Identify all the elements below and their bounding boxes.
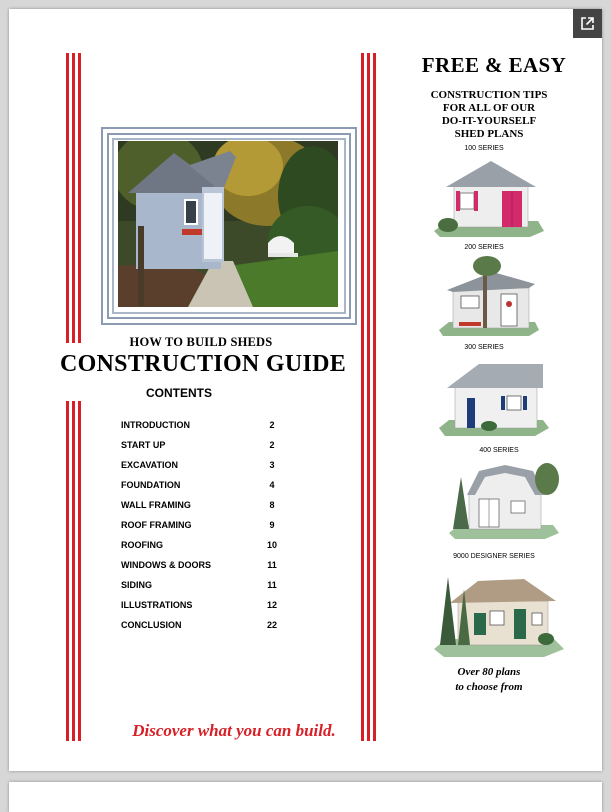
shed-illustration-400 <box>449 457 559 544</box>
toc-item-excavation[interactable] <box>121 460 281 480</box>
right-subtitle-line: SHED PLANS <box>454 128 524 140</box>
open-in-new-icon <box>580 16 595 31</box>
toc-page: 22 <box>266 620 277 630</box>
series-label-100: 100 SERIES <box>464 145 504 152</box>
next-document-page <box>9 782 602 812</box>
toc-page: 2 <box>269 440 275 450</box>
toc-label: INTRODUCTION <box>121 420 190 430</box>
toc-label: FOUNDATION <box>121 480 181 490</box>
toc-page: 4 <box>269 480 275 490</box>
toc-page: 11 <box>267 560 277 570</box>
toc-label: SIDING <box>121 580 153 590</box>
series-label-300: 300 SERIES <box>464 344 504 351</box>
toc-page: 3 <box>269 460 275 470</box>
toc-label: WINDOWS & DOORS <box>121 560 211 570</box>
toc-page: 11 <box>267 580 277 590</box>
series-label-400: 400 SERIES <box>479 447 519 454</box>
table-of-contents <box>121 420 281 640</box>
left-red-rule-bottom <box>66 401 82 741</box>
series-label-9000-designer: 9000 DESIGNER SERIES <box>453 553 535 560</box>
toc-label: ROOF FRAMING <box>121 520 192 530</box>
center-red-rule <box>361 53 377 741</box>
toc-label: START UP <box>121 440 166 450</box>
right-subtitle-line: DO-IT-YOURSELF <box>441 115 537 127</box>
shed-photo <box>118 141 338 307</box>
right-title: FREE & EASY <box>421 53 567 77</box>
toc-page: 12 <box>266 600 277 610</box>
right-subtitle-line: CONSTRUCTION TIPS <box>430 89 548 101</box>
toc-label: CONCLUSION <box>121 620 182 630</box>
shed-illustration-300 <box>439 354 549 441</box>
right-subtitle <box>404 89 574 141</box>
plans-note <box>434 665 544 695</box>
document-page <box>9 9 602 771</box>
toc-item-illustrations[interactable] <box>121 600 281 620</box>
toc-item-roofing[interactable] <box>121 540 281 560</box>
toc-label: ROOFING <box>121 540 163 550</box>
toc-item-windows-doors[interactable] <box>121 560 281 580</box>
toc-page: 8 <box>269 500 275 510</box>
toc-item-wall-framing[interactable] <box>121 500 281 520</box>
toc-item-siding[interactable] <box>121 580 281 600</box>
toc-item-roof-framing[interactable] <box>121 520 281 540</box>
right-subtitle-line: FOR ALL OF OUR <box>442 102 536 114</box>
toc-page: 10 <box>266 540 277 550</box>
toc-item-conclusion[interactable] <box>121 620 281 640</box>
series-label-200: 200 SERIES <box>464 244 504 251</box>
guide-subtitle: HOW TO BUILD SHEDS <box>129 335 273 349</box>
shed-illustration-200 <box>439 254 539 341</box>
open-in-new-button[interactable] <box>573 9 602 38</box>
plans-note-line: Over 80 plans <box>457 666 521 678</box>
shed-illustration-9000-designer <box>434 565 564 662</box>
toc-label: ILLUSTRATIONS <box>121 600 193 610</box>
toc-label: EXCAVATION <box>121 460 179 470</box>
shed-illustration-100 <box>434 155 544 242</box>
tagline: Discover what you can build. <box>132 721 336 740</box>
shed-photo-frame <box>101 127 357 325</box>
toc-page: 2 <box>269 420 275 430</box>
toc-page: 9 <box>269 520 275 530</box>
toc-item-start-up[interactable] <box>121 440 281 460</box>
left-red-rule-top <box>66 53 82 343</box>
contents-heading: CONTENTS <box>146 386 212 400</box>
plans-note-line: to choose from <box>455 681 523 693</box>
toc-item-introduction[interactable] <box>121 420 281 440</box>
guide-title: CONSTRUCTION GUIDE <box>59 351 347 377</box>
toc-label: WALL FRAMING <box>121 500 191 510</box>
toc-item-foundation[interactable] <box>121 480 281 500</box>
